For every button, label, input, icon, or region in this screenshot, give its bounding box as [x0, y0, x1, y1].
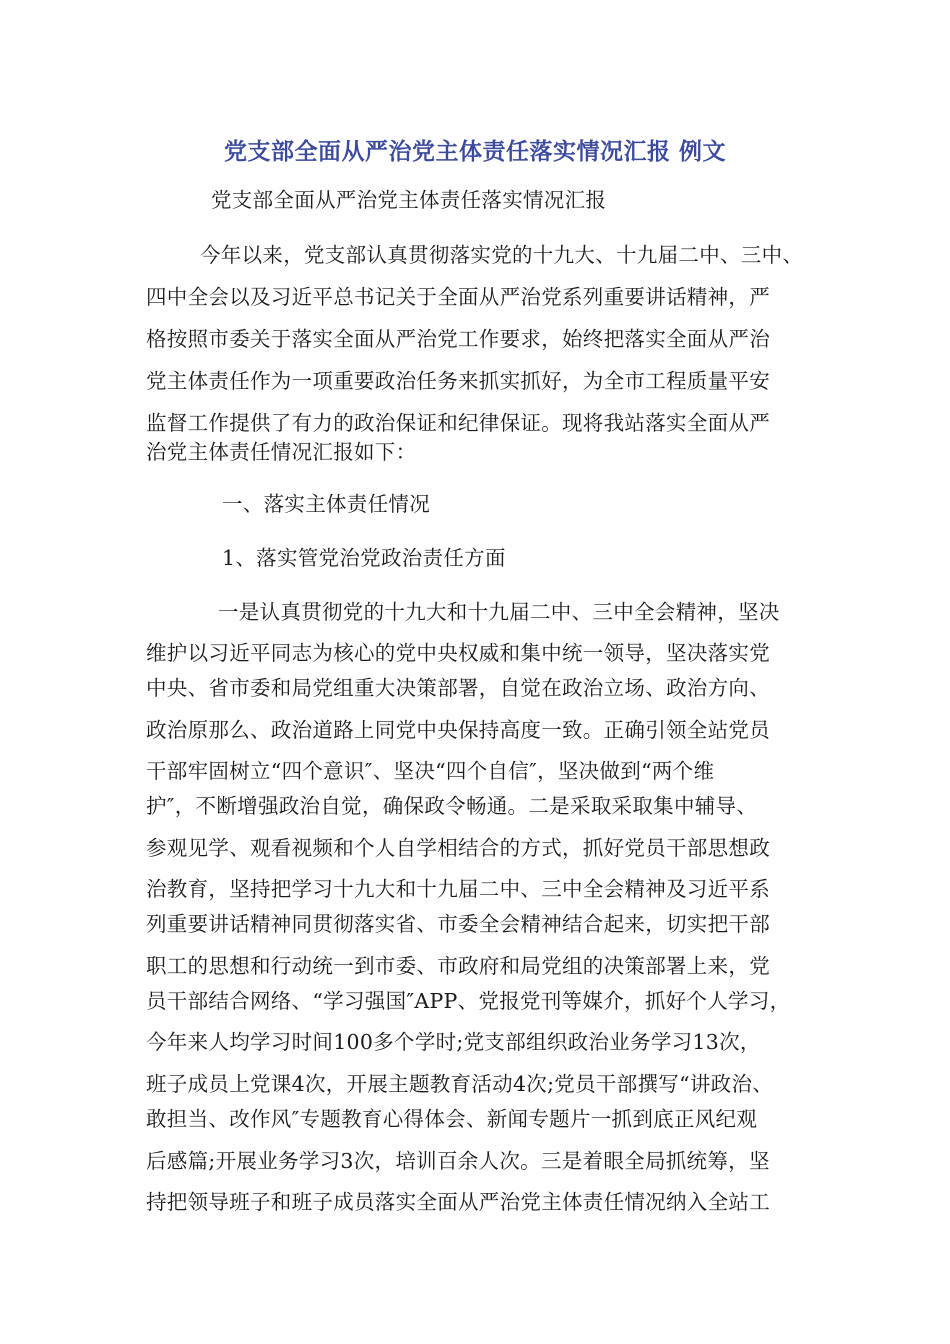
- paragraph-2-line: 护″，不断增强政治自觉，确保政令畅通。二是采取采取集中辅导、: [146, 794, 758, 818]
- document-title: 党支部全面从严治党主体责任落实情况汇报 例文: [223, 139, 726, 165]
- paragraph-1-line: 治党主体责任情况汇报如下：: [146, 440, 417, 464]
- document-subtitle: 党支部全面从严治党主体责任落实情况汇报: [211, 188, 607, 212]
- paragraph-1-line: 今年以来，党支部认真贯彻落实党的十九大、十九届二中、三中、: [200, 243, 804, 267]
- paragraph-2-line: 参观见学、观看视频和个人自学相结合的方式，抓好党员干部思想政: [146, 836, 770, 860]
- paragraph-1-line: 监督工作提供了有力的政治保证和纪律保证。现将我站落实全面从严: [146, 411, 770, 435]
- paragraph-1-line: 四中全会以及习近平总书记关于全面从严治党系列重要讲话精神，严: [146, 285, 770, 309]
- paragraph-2-line: 治教育，坚持把学习十九大和十九届二中、三中全会精神及习近平系: [146, 877, 770, 901]
- paragraph-2-line: 干部牢固树立“四个意识″、坚决“四个自信″，坚决做到“两个维: [146, 759, 715, 783]
- paragraph-2-line: 维护以习近平同志为核心的党中央权威和集中统一领导，坚决落实党: [146, 641, 770, 665]
- section-heading-2: 1、落实管党治党政治责任方面: [222, 546, 506, 570]
- paragraph-2-line: 员干部结合网络、“学习强国″APP、党报党刊等媒介，抓好个人学习，: [146, 989, 791, 1013]
- paragraph-2-line: 中央、省市委和局党组重大决策部署，自觉在政治立场、政治方向、: [146, 676, 770, 700]
- paragraph-2-line: 今年来人均学习时间100多个学时;党支部组织政治业务学习13次，: [146, 1030, 761, 1054]
- paragraph-2-line: 一是认真贯彻党的十九大和十九届二中、三中全会精神，坚决: [218, 600, 780, 624]
- paragraph-2-line: 职工的思想和行动统一到市委、市政府和局党组的决策部署上来，党: [146, 954, 770, 978]
- paragraph-2-line: 持把领导班子和班子成员落实全面从严治党主体责任情况纳入全站工: [146, 1190, 770, 1214]
- paragraph-2-line: 后感篇;开展业务学习3次，培训百余人次。三是着眼全局抓统筹，坚: [146, 1149, 770, 1173]
- paragraph-2-line: 敢担当、改作风″专题教育心得体会、新闻专题片一抓到底正风纪观: [146, 1107, 758, 1131]
- section-heading-1: 一、落实主体责任情况: [222, 492, 430, 516]
- paragraph-1-line: 党主体责任作为一项重要政治任务来抓实抓好，为全市工程质量平安: [146, 369, 770, 393]
- paragraph-2-line: 列重要讲话精神同贯彻落实省、市委全会精神结合起来，切实把干部: [146, 912, 770, 936]
- paragraph-1-line: 格按照市委关于落实全面从严治党工作要求，始终把落实全面从严治: [146, 327, 770, 351]
- paragraph-2-line: 政治原那么、政治道路上同党中央保持高度一致。正确引领全站党员: [146, 718, 770, 742]
- paragraph-2-line: 班子成员上党课4次，开展主题教育活动4次;党员干部撰写“讲政治、: [146, 1072, 774, 1096]
